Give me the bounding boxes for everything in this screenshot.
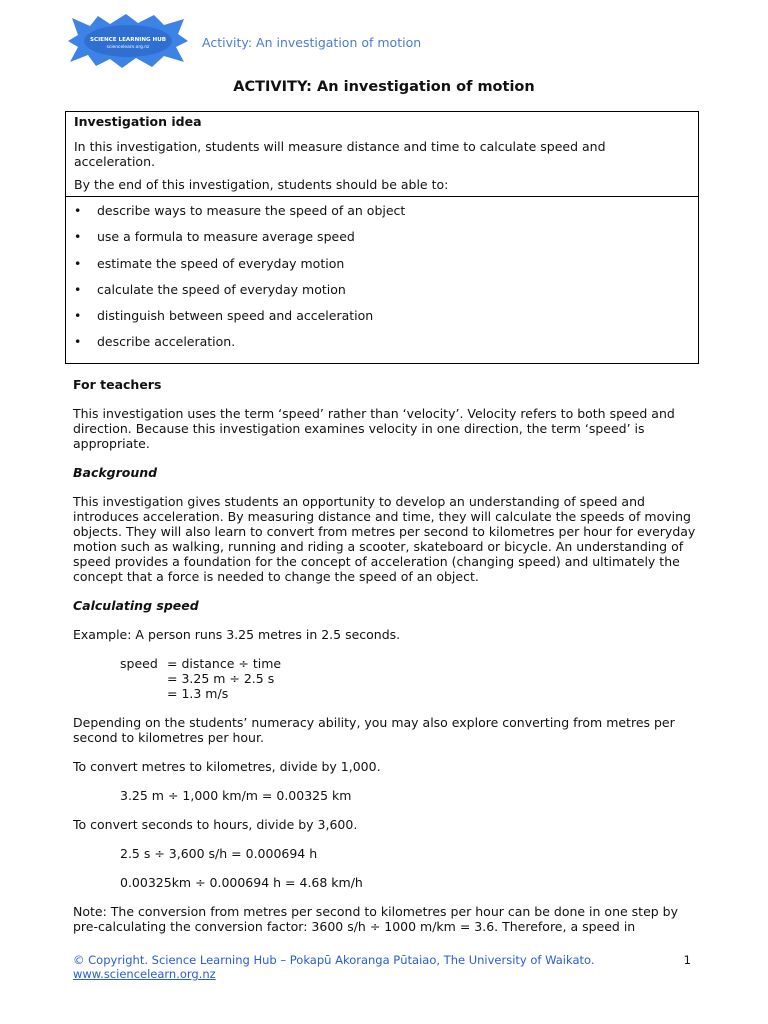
header-title: Activity: An investigation of motion — [202, 35, 422, 50]
objectives-list — [66, 197, 698, 363]
idea-heading: Investigation idea — [74, 114, 202, 129]
bullet-icon: • — [74, 203, 82, 218]
calc-line: = distance ÷ time — [167, 656, 282, 671]
kmh-equation: 0.00325km ÷ 0.000694 h = 4.68 km/h — [120, 875, 363, 890]
speed-calculation — [73, 656, 698, 701]
for-teachers-heading: For teachers — [73, 377, 162, 392]
convert-km-text: To convert metres to kilometres, divide by 1,000. — [73, 759, 381, 774]
bullet-icon: • — [74, 255, 82, 271]
numeracy-note: Depending on the students’ numeracy ability, you may also explore converting from metres per second to kilometres per hour. — [73, 715, 675, 745]
page-footer — [73, 953, 691, 981]
calculating-speed-heading: Calculating speed — [73, 598, 199, 613]
logo-url: sciencelearn.org.nz — [106, 45, 150, 50]
document-title: ACTIVITY: An investigation of motion — [233, 79, 535, 95]
list-item: • distinguish between speed and acceleration — [74, 308, 374, 324]
bullet-icon: • — [74, 281, 82, 297]
h-equation: 2.5 s ÷ 3,600 s/h = 0.000694 h — [120, 846, 318, 861]
logo-title: SCIENCE LEARNING HUB — [89, 37, 167, 43]
list-item: • describe ways to measure the speed of an object — [74, 203, 406, 218]
objectives-lead: By the end of this investigation, students should be able to: — [74, 177, 449, 192]
science-learning-hub-logo — [68, 14, 188, 68]
speed-example: Example: A person runs 3.25 metres in 2.5 seconds. — [73, 627, 401, 642]
list-item: • use a formula to measure average speed — [74, 229, 355, 245]
page-number: 1 — [683, 953, 691, 967]
background-text: This investigation gives students an opportunity to develop an understanding of speed and introduces acceleration. By measuring distance and time, they will calculate the speeds of moving objects. They will also learn to convert from metres per second to kilometres per hour for everyday motion such as walking, running and riding a scooter, skateboard or bicycle. An understanding of speed provides a foundation for the concept of acceleration (changing speed) and ultimately the concept that a force is needed to change the speed of an object. — [73, 494, 696, 584]
copyright-text: © Copyright. Science Learning Hub – Pokapū Akoranga Pūtaiao, The University of Waikato. — [73, 953, 595, 967]
background-heading: Background — [73, 465, 158, 480]
footer-link[interactable]: www.sciencelearn.org.nz — [73, 967, 216, 981]
body-content — [73, 377, 698, 948]
convert-h-text: To convert seconds to hours, divide by 3,600. — [73, 817, 358, 832]
km-equation: 3.25 m ÷ 1,000 km/m = 0.00325 km — [120, 788, 352, 803]
conversion-note: Note: The conversion from metres per second to kilometres per hour can be done in one step by pre-calculating the conversion factor: 3600 s/h ÷ 1000 m/km = 3.6. Therefore, a speed in — [73, 904, 679, 934]
list-item: • estimate the speed of everyday motion — [74, 255, 345, 271]
investigation-idea-box — [65, 111, 699, 364]
bullet-icon: • — [74, 229, 82, 245]
list-item: • describe acceleration. — [74, 334, 236, 350]
bullet-icon: • — [74, 334, 82, 350]
idea-intro: In this investigation, students will measure distance and time to calculate speed and acceleration. — [74, 139, 606, 169]
calc-label: speed — [120, 656, 158, 671]
idea-box-header — [66, 112, 698, 197]
list-item: • calculate the speed of everyday motion — [74, 281, 346, 297]
calc-line: = 3.25 m ÷ 2.5 s — [167, 671, 275, 686]
calc-line: = 1.3 m/s — [167, 686, 229, 701]
bullet-icon: • — [74, 308, 82, 324]
for-teachers-text: This investigation uses the term ‘speed’ rather than ‘velocity’. Velocity refers to both speed and direction. Because this investigation examines velocity in one direction, the term ‘speed’ is appropriate. — [73, 406, 675, 451]
